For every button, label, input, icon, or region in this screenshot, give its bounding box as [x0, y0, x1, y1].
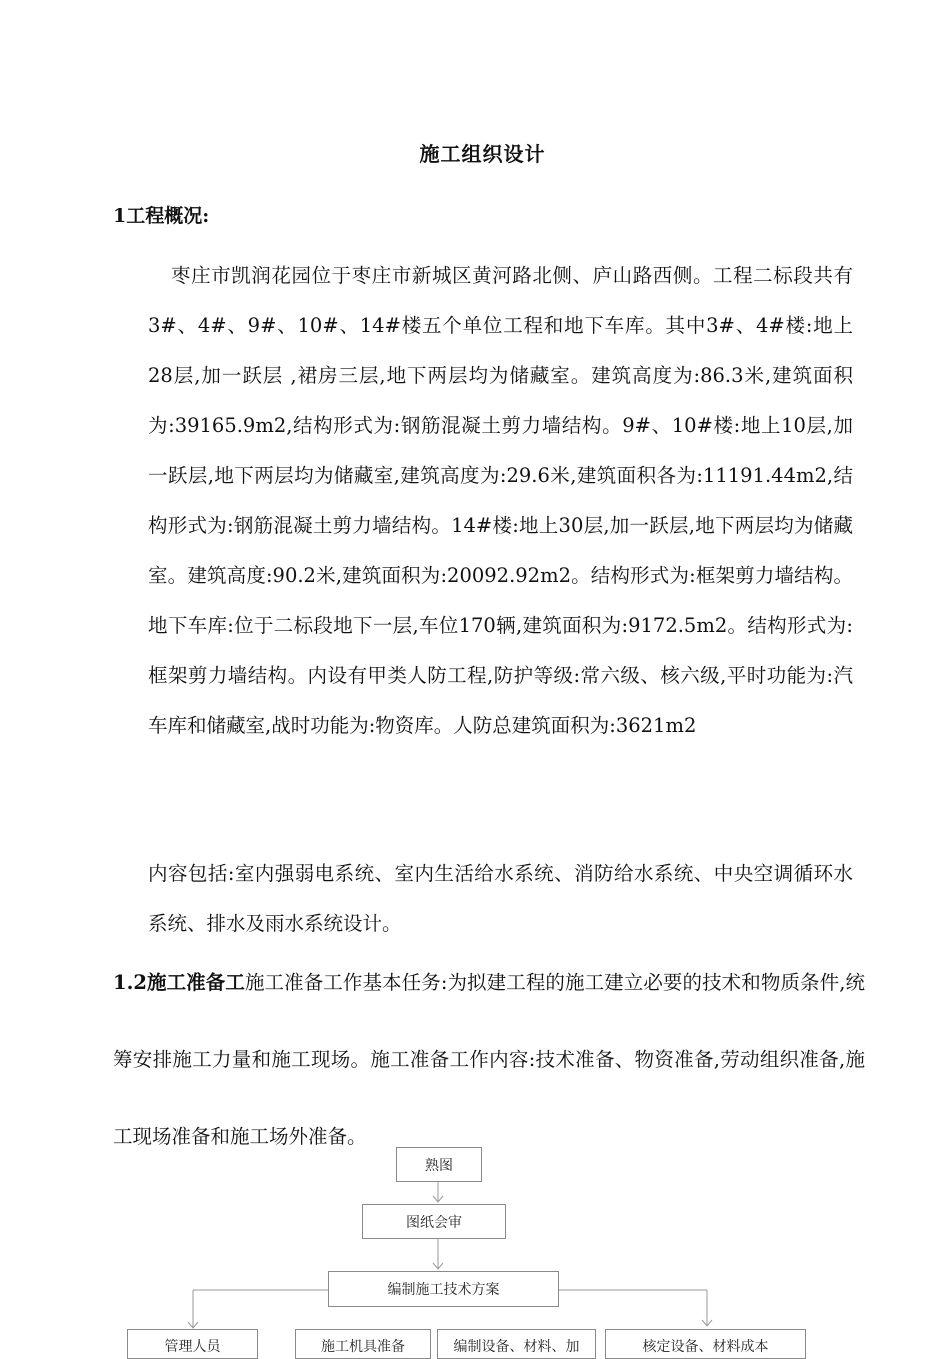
flow-node-drawing-review: 图纸会审: [362, 1204, 506, 1239]
document-title: 施工组织设计: [419, 142, 546, 166]
construction-prep-flowchart: [0, 1130, 950, 1355]
section-1-2-text: 施工准备工作基本任务:为拟建工程的施工建立必要的技术和物质条件,统筹安排施工力量和施工现场。施工准备工作内容:技术准备、物资准备,劳动组织准备,施工现场准备和施工场外准备。: [113, 971, 865, 1148]
flow-leaf-machinery-prep: 施工机具准备: [295, 1329, 431, 1359]
flow-leaf-management-staff: 管理人员: [127, 1329, 258, 1359]
section-1-2-heading: 1.2施工准备工: [113, 971, 245, 994]
scope-paragraph: 内容包括:室内强弱电系统、室内生活给水系统、消防给水系统、中央空调循环水系统、排水及雨水系统设计。: [148, 862, 853, 935]
project-overview-paragraph: 枣庄市凯润花园位于枣庄市新城区黄河路北侧、庐山路西侧。工程二标段共有3#、4#、9#、10#、14#楼五个单位工程和地下车库。其中3#、4#楼:地上28层,加一跃层 ,裙房三层,地下两层均为储藏室。建筑高度为:86.3米,建筑面积为:39165.9m2,结构形式为:钢筋混凝土剪力墙结构。9#、10#楼:地上10层,加一跃层,地下两层均为储藏室,建筑高度为:29.6米,建筑面积各为:11191.44m2,结构形式为:钢筋混凝土剪力墙结构。14#楼:地上30层,加一跃层,地下两层均为储藏室。建筑高度:90.2米,建筑面积为:20092.92m2。结构形式为:框架剪力墙结构。地下车库:位于二标段地下一层,车位170辆,建筑面积为:9172.5m2。结构形式为:框架剪力墙结构。内设有甲类人防工程,防护等级:常六级、核六级,平时功能为:汽车库和储藏室,战时功能为:物资库。人防总建筑面积为:3621m2: [148, 264, 853, 737]
flow-leaf-equipment-materials: 编制设备、材料、加: [437, 1329, 596, 1359]
flow-node-familiarize-drawings: 熟图: [396, 1147, 482, 1182]
section-1-heading: 1工程概况:: [113, 205, 210, 227]
flow-leaf-cost-verification: 核定设备、材料成本: [605, 1329, 806, 1359]
flow-node-technical-plan: 编制施工技术方案: [328, 1271, 559, 1307]
